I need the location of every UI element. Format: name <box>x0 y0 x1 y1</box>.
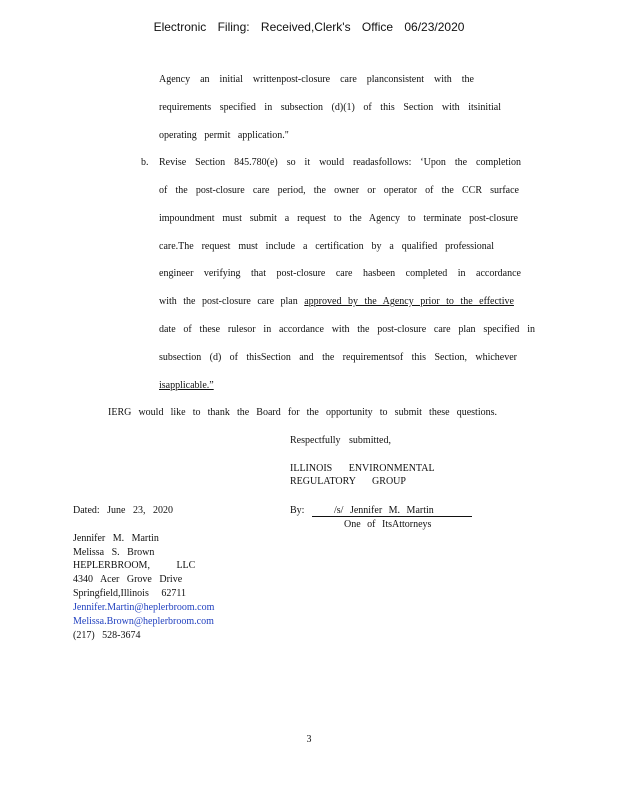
item-b-line-4: care.The request must include a certification by a qualified professional <box>159 241 494 252</box>
closing-sentence: IERG would like to thank the Board for the opportunity to submit these questions. <box>108 407 497 418</box>
city-address: Springfield,Illinois 62711 <box>73 588 186 599</box>
email-link-2[interactable]: Melissa.Brown@heplerbroom.com <box>73 616 214 627</box>
item-b-line-3: impoundment must submit a request to the Agency to terminate post-closure <box>159 213 518 224</box>
dated-line: Dated: June 23, 2020 <box>73 505 173 516</box>
item-b-line-6 <box>159 296 514 307</box>
street-address: 4340 Acer Grove Drive <box>73 574 183 585</box>
contact-name-1: Jennifer M. Martin <box>73 533 159 544</box>
para-a-line-3: operating permit application." <box>159 130 289 141</box>
page-number: 3 <box>306 734 312 745</box>
filing-stamp: Electronic Filing: Received,Clerk's Office 06/23/2020 <box>153 20 465 34</box>
firm-name: HEPLERBROOM, LLC <box>73 560 196 571</box>
para-a-line-2: requirements specified in subsection (d)(1) of this Section with itsinitial <box>159 102 501 113</box>
signer-role: One of ItsAttorneys <box>344 519 432 530</box>
by-label: By: <box>290 505 305 516</box>
item-b-line-5: engineer verifying that post-closure care hasbeen completed in accordance <box>159 268 521 279</box>
para-a-line-1: Agency an initial writtenpost-closure care planconsistent with the <box>159 74 474 85</box>
respectfully-submitted: Respectfully submitted, <box>290 435 391 446</box>
phone-number: (217) 528-3674 <box>73 630 141 641</box>
item-b-line-8: subsection (d) of thisSection and the requirementsof this Section, whichever <box>159 352 517 363</box>
item-b-line-2: of the post-closure care period, the owner or operator of the CCR surface <box>159 185 519 196</box>
item-b-line-1: Revise Section 845.780(e) so it would readasfollows: ‘Upon the completion <box>159 157 521 168</box>
email-link-1[interactable]: Jennifer.Martin@heplerbroom.com <box>73 602 215 613</box>
item-b-line-9: isapplicable.” <box>159 380 214 391</box>
org-name-line-1: ILLINOIS ENVIRONMENTAL <box>290 463 435 474</box>
contact-name-2: Melissa S. Brown <box>73 547 155 558</box>
signature-line: /s/ Jennifer M. Martin <box>312 505 472 517</box>
item-b-marker: b. <box>141 157 149 168</box>
item-b-line-6-inserted-text: approved by the Agency prior to the effective <box>304 296 514 307</box>
item-b-line-6-text: with the post-closure care plan <box>159 296 305 307</box>
item-b-line-7: date of these rulesor in accordance with the post-closure care plan specified in <box>159 324 535 335</box>
org-name-line-2: REGULATORY GROUP <box>290 476 406 487</box>
